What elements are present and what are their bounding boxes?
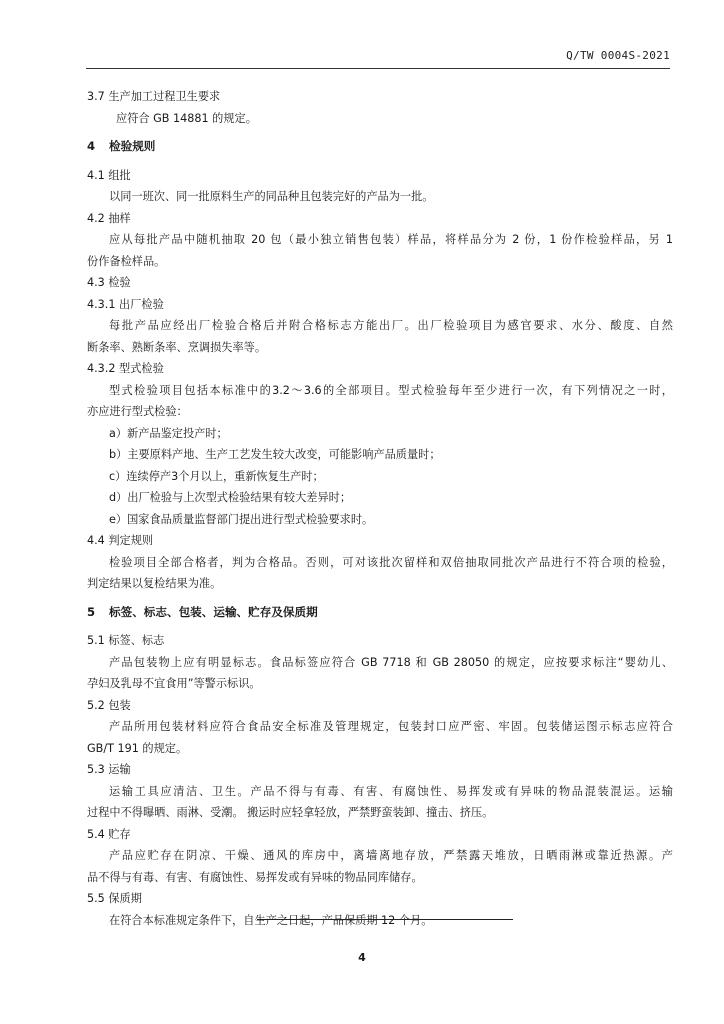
section-4-4-body-line1: 检验项目全部合格者，判为合格品。否则，可对该批次留样和双倍抽取同批次产品进行不符合项的检验， xyxy=(109,555,673,569)
section-5-2-body-line1: 产品所用包装材料应符合食品安全标准及管理规定，包装封口应严密、牢固。包装储运图示标志应符合 xyxy=(109,720,673,733)
section-4-2-body-line2: 份作备检样品。 xyxy=(87,254,166,268)
section-4-1-body: 以同一班次、同一批原料生产的同品种且包装完好的产品为一批。 xyxy=(109,190,434,203)
list-item: b）主要原料产地、生产工艺发生较大改变，可能影响产品质量时； xyxy=(109,448,441,461)
section-4-4-title: 4.4 判定规则 xyxy=(87,534,154,547)
list-item: d）出厂检验与上次型式检验结果有较大差异时； xyxy=(109,491,352,504)
section-5-5-title: 5.5 保质期 xyxy=(87,892,142,905)
section-5-4-body-line1: 产品应贮存在阴凉、干燥、通风的库房中，离墙离地存放，严禁露天堆放，日晒雨淋或靠近热源。产 xyxy=(109,849,673,862)
section-5-4-title: 5.4 贮存 xyxy=(87,827,131,841)
chapter-5-title: 标签、标志、包装、运输、贮存及保质期 xyxy=(109,604,318,619)
section-4-3-2-title: 4.3.2 型式检验 xyxy=(87,362,164,375)
section-4-3-1-body-line1: 每批产品应经出厂检验合格后并附合格标志方能出厂。出厂检验项目为感官要求、水分、酸度、自然 xyxy=(109,319,673,332)
list-item: e）国家食品质量监督部门提出进行型式检验要求时。 xyxy=(109,512,374,526)
section-4-3-2-body-line2: 亦应进行型式检验： xyxy=(87,405,188,418)
section-5-2-body-line2: GB/T 191 的规定。 xyxy=(87,741,188,755)
section-4-4-body-line2: 判定结果以复检结果为准。 xyxy=(87,577,222,590)
chapter-4-title: 检验规则 xyxy=(109,139,156,153)
section-5-5-body: 在符合本标准规定条件下，自生产之日起，产品保质期 12 个月。 xyxy=(109,913,433,927)
chapter-4-heading xyxy=(87,136,673,158)
section-3-7-body: 应符合 GB 14881 的规定。 xyxy=(116,111,257,125)
list-item: a）新产品鉴定投产时； xyxy=(109,426,228,440)
header-rule xyxy=(86,68,670,69)
section-5-1-body-line1: 产品包装物上应有明显标志。食品标签应符合 GB 7718 和 GB 28050 的规定，应按要求标注“婴幼儿、 xyxy=(109,655,673,669)
section-5-4-body-line2: 品不得与有毒、有害、有腐蚀性、易挥发或有异味的物品同库储存。 xyxy=(87,870,423,884)
section-5-1-body-line2: 孕妇及乳母不宜食用”等警示标识。 xyxy=(87,677,261,690)
section-3-7-title: 3.7 生产加工过程卫生要求 xyxy=(87,90,221,103)
section-4-2-title: 4.2 抽样 xyxy=(87,211,131,225)
chapter-5-number: 5 xyxy=(87,604,96,619)
section-4-3-title: 4.3 检验 xyxy=(87,276,131,289)
section-4-2-body-line1: 应从每批产品中随机抽取 20 包（最小独立销售包装）样品，将样品分为 2 份，1 份作检验样品，另 1 xyxy=(109,233,673,246)
chapter-5-heading xyxy=(87,602,673,624)
list-item: c）连续停产3个月以上，重新恢复生产时； xyxy=(109,469,324,483)
section-5-3-title: 5.3 运输 xyxy=(87,763,131,776)
end-of-document-rule xyxy=(257,919,513,920)
section-4-3-1-title: 4.3.1 出厂检验 xyxy=(87,297,164,311)
section-5-2-title: 5.2 包装 xyxy=(87,698,131,712)
section-5-3-body-line2: 过程中不得曝晒、雨淋、受潮。 搬运时应轻拿轻放，严禁野蛮装卸、撞击、挤压。 xyxy=(87,806,494,819)
chapter-4-number: 4 xyxy=(87,139,96,153)
section-4-3-1-body-line2: 断条率、熟断条率、烹调损失率等。 xyxy=(87,340,267,354)
section-5-1-title: 5.1 标签、标志 xyxy=(87,634,165,647)
section-4-3-2-body-line1: 型式检验项目包括本标准中的3.2～3.6的全部项目。型式检验每年至少进行一次，有下列情况之一时， xyxy=(109,383,673,397)
section-4-1-title: 4.1 组批 xyxy=(87,168,131,182)
document-body xyxy=(87,86,673,931)
document-code: Q/TW 0004S-2021 xyxy=(566,49,670,62)
section-5-3-body-line1: 运输工具应清洁、卫生。产品不得与有毒、有害、有腐蚀性、易挥发或有异味的物品混装混运。运输 xyxy=(109,784,673,798)
page-number: 4 xyxy=(358,951,366,964)
